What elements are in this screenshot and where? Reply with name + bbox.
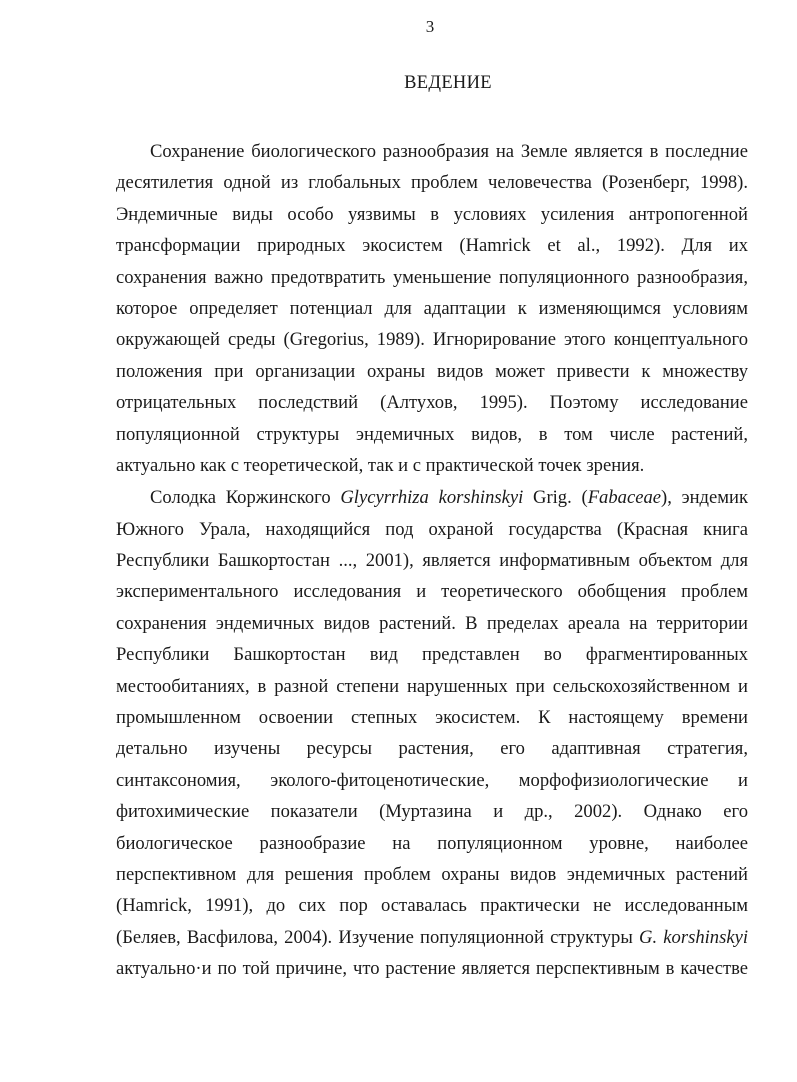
text-segment: синтаксономия, эколого-фитоценотические, морфофизиологические и (116, 769, 748, 791)
italic-text: Fabaceae (587, 487, 662, 509)
text-line (116, 922, 748, 953)
text-segment: Эндемичные виды особо уязвимы в условиях усиления антропогенной (116, 203, 748, 225)
text-line (116, 262, 748, 293)
text-segment: местообитаниях, в разной степени нарушенных при сельскохозяйственном и (116, 675, 748, 697)
page-number: 3 (425, 17, 435, 36)
section-title: ВЕДЕНИЕ (404, 73, 492, 93)
text-segment: десятилетия одной из глобальных проблем человечества (Розенберг, 1998). (116, 172, 748, 194)
text-segment: детально изучены ресурсы растения, его адаптивная стратегия, (116, 738, 748, 760)
text-line (116, 324, 748, 355)
text-line (116, 796, 748, 827)
text-line (116, 293, 748, 324)
text-line (116, 890, 748, 921)
document-body (116, 136, 748, 985)
paragraph (116, 136, 748, 481)
text-line (116, 828, 748, 859)
text-line (116, 199, 748, 230)
text-segment: перспективном для решения проблем охраны видов эндемичных растений (116, 863, 748, 885)
text-segment: Солодка Коржинского (150, 487, 341, 509)
text-segment: Grig. ( (523, 487, 588, 509)
text-line (116, 230, 748, 261)
text-segment: окружающей среды (Gregorius, 1989). Игнорирование этого концептуального (116, 329, 748, 351)
text-segment: Южного Урала, находящийся под охраной государства (Красная книга (116, 518, 748, 540)
text-line (116, 733, 748, 764)
text-segment: отрицательных последствий (Алтухов, 1995). Поэтому исследование (116, 392, 748, 414)
italic-text: G. korshinskyi (639, 926, 748, 948)
text-segment: ), эндемик (661, 487, 748, 509)
text-line (116, 702, 748, 733)
text-segment: Республики Башкортостан ..., 2001), является информативным объектом для (116, 550, 748, 572)
text-line (116, 514, 748, 545)
text-line (116, 167, 748, 198)
text-segment: фитохимические показатели (Муртазина и др., 2002). Однако его (116, 801, 748, 823)
text-line (116, 671, 748, 702)
text-line (116, 356, 748, 387)
text-segment: Республики Башкортостан вид представлен во фрагментированных (116, 644, 748, 666)
text-segment: (Беляев, Васфилова, 2004). Изучение популяционной структуры (116, 926, 640, 948)
text-segment: которое определяет потенциал для адаптации к изменяющимся условиям (116, 297, 748, 319)
text-line (116, 419, 748, 450)
text-segment: экспериментального исследования и теоретического обобщения проблем (116, 581, 748, 603)
paragraph (116, 482, 748, 984)
text-segment: актуально как с теоретической, так и с практической точек зрения. (116, 454, 645, 476)
text-segment: положения при организации охраны видов может привести к множеству (116, 360, 748, 382)
text-line (116, 136, 748, 167)
text-segment: актуально·и по той причине, что растение является перспективным в качестве (116, 958, 748, 980)
text-line (116, 608, 748, 639)
text-line (116, 576, 748, 607)
text-line (116, 450, 748, 481)
text-line (116, 482, 748, 513)
text-line (116, 639, 748, 670)
text-segment: сохранения важно предотвратить уменьшение популяционного разнообразия, (116, 266, 748, 288)
text-segment: сохранения эндемичных видов растений. В пределах ареала на территории (116, 612, 748, 634)
text-segment: биологическое разнообразие на популяционном уровне, наиболее (116, 832, 748, 854)
text-line (116, 859, 748, 890)
text-line (116, 953, 748, 984)
text-segment: Сохранение биологического разнообразия на Земле является в последние (150, 141, 748, 162)
italic-text: Glycyrrhiza korshinskyi (340, 487, 524, 509)
text-line (116, 387, 748, 418)
text-segment: популяционной структуры эндемичных видов, в том числе растений, (116, 423, 748, 445)
text-segment: (Hamrick, 1991), до сих пор оставалась практически не исследованным (116, 895, 748, 917)
text-line (116, 765, 748, 796)
text-line (116, 545, 748, 576)
text-segment: промышленном освоении степных экосистем. К настоящему времени (116, 707, 748, 729)
text-segment: трансформации природных экосистем (Hamrick et al., 1992). Для их (116, 235, 748, 257)
